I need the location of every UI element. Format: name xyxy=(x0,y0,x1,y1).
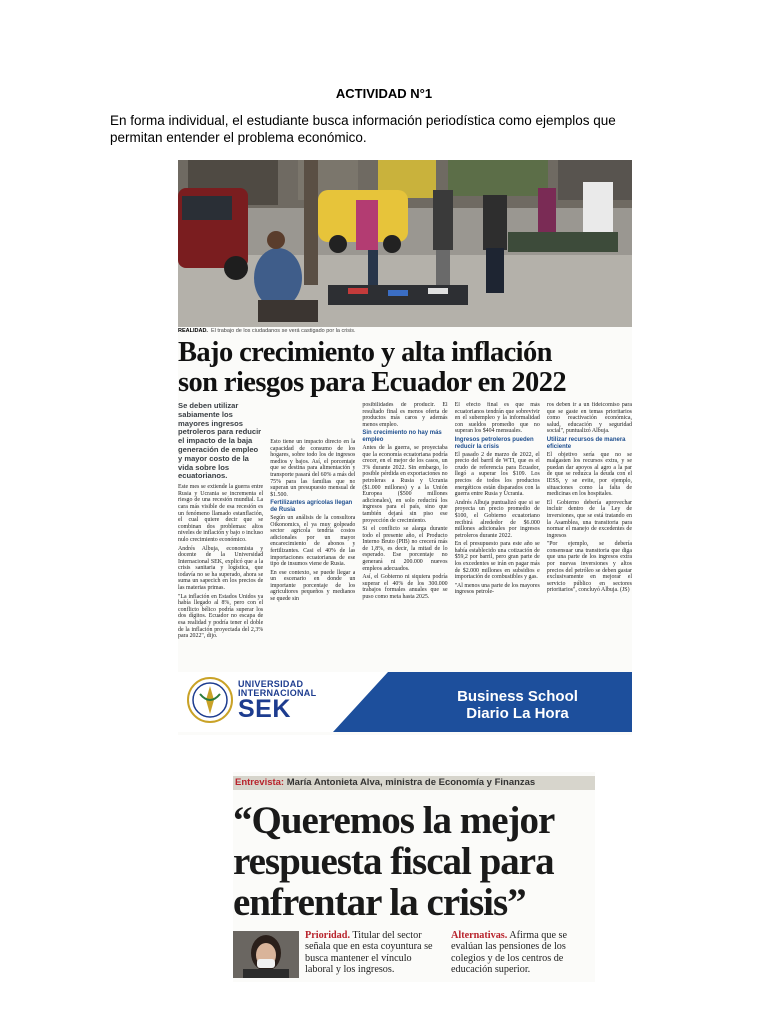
quote-line-1: “Queremos la mejor xyxy=(233,799,555,842)
caption-alternativas xyxy=(451,930,591,976)
minister-portrait xyxy=(233,931,299,978)
sponsor-banner xyxy=(178,672,632,732)
activity-title: ACTIVIDAD N°1 xyxy=(335,86,433,101)
subheading: Utilizar recursos de manera eficiente xyxy=(546,436,626,450)
business-school-label: Business School xyxy=(457,688,578,705)
paragraph: "Al menos una parte de los mayores ingresos petrole- xyxy=(454,582,540,596)
paragraph: Antes de la guerra, se proyectaba que la economía ecuatoriana podría crecer, en el mejor de los casos, un 3% durante 2022. Sin embargo, lo posible pérdida en exportaciones no petroleras a Rusia y Ucrania ($1.000 millones) y a la Unión Europea ($500 millones adicionales), en solo reducirá los ingresos para el país, sino que también dejará sin piso ese proyección de crecimiento. xyxy=(362,444,448,524)
article-column-4 xyxy=(455,402,540,668)
prioridad-text: Titular del sector señala que en esta coyuntura se busca mantener el vínculo laboral y los ingresos. xyxy=(305,930,433,976)
headline-line-2: son riesgos para Ecuador en 2022 xyxy=(178,367,567,398)
article-column-3 xyxy=(362,402,447,668)
article-column-2 xyxy=(270,402,355,668)
subheading: Sin crecimiento no hay más empleo xyxy=(362,430,442,444)
university-name-line-2: INTERNACIONAL xyxy=(238,688,317,698)
interview-tag-label: Entrevista: xyxy=(235,777,285,788)
newspaper-name-label: Diario La Hora xyxy=(466,705,569,722)
article-column-5 xyxy=(547,402,632,668)
paragraph: El Gobierno debería aprovechar incluir dentro de la Ley de inversiones, que se está tratando en la Asamblea, una transitoria para normar el manejo de excedentes de ingresos xyxy=(546,499,632,539)
paragraph: El objetivo sería que no se malgasten los recursos extra, y se puedan dar apoyos al agro a la par de que se reduzca la deuda con el IESS, y se evite, por ejemplo, situaciones como la falta de medicinas en los hospitales. xyxy=(546,451,632,498)
article-column-1 xyxy=(178,402,263,668)
paragraph: Según un análisis de la consultora Oikonomics, el ya muy golpeado sector agrícola tendría costos adicionales por un mayor encarecimiento de abonos y fertilizantes. Casi el 40% de las importaciones ecuatorianas de ese tipo de insumos viene de Rusia. xyxy=(270,514,356,568)
paragraph: Andrés Albuja puntualizó que si se proyecta un precio promedio de $100, el Gobierno ecuatoriano recibirá alrededor de $6.000 millones adicionales por ingresos petroleros durante 2022. xyxy=(454,499,540,539)
paragraph: Esto tiene un impacto directo en la capacidad de consumo de los hogares, sobre todo los de ingresos medios y bajos. Así, el porcentaje que se destina para alimentación y transporte pasará del 60% a más del 75% para las familias que no superan un presupuesto mensual de $1.500. xyxy=(270,439,356,498)
paragraph: Así, el Gobierno ni siquiera podría superar el 40% de los 300.000 trabajos formales anuales que se puso como meta hasta 2025. xyxy=(362,574,448,601)
paragraph: En el presupuesto para este año se había establecido una cotización de $59,2 por barril, pero gran parte de los excedentes se irán en pagar más de $2.000 millones en subsidios e importación de combustibles y gas. xyxy=(454,541,540,581)
alternativas-text: Afirma que se evalúan las pensiones de los colegios y de los centros de educación superior. xyxy=(451,930,568,976)
interview-tag-text: María Antonieta Alva, ministra de Economía y Finanzas xyxy=(286,777,536,788)
paragraph: Este mes se extiende la guerra entre Rusia y Ucrania se incrementa el riesgo de una recesión mundial. La cara más visible de esa recesión es un fenómeno llamado estanflación, el cual quiere decir que se combinan dos problemas: altos niveles de inflación y bajo o incluso nulo crecimiento económico. xyxy=(178,484,264,543)
paragraph: "La inflación en Estados Unidos ya había llegado al 8%, pero con el conflicto bélico podría superar los dos dígitos. Ecuador no escapa de esa realidad y podría tener el doble de la inflación proyectada del 2,3% para 2022", dijo. xyxy=(178,593,264,640)
subheading: Ingresos petroleros pueden reducir la crisis xyxy=(454,436,534,450)
university-name-line-1: UNIVERSIDAD xyxy=(238,679,304,689)
quote-line-2: respuesta fiscal para xyxy=(233,840,554,883)
interview-quote-headline xyxy=(233,800,595,923)
paragraph: En ese contexto, se puede llegar a un escenario en donde un importante porcentaje de los agricultores pequeños y medianos se quede sin xyxy=(270,569,356,603)
headline-line-1: Bajo crecimiento y alta inflación xyxy=(178,337,552,368)
paragraph: El pasado 2 de marzo de 2022, el precio del barril de WTI, que es el crudo de referencia para Ecuador, llegó a superar los $109. Los precios de todos los productos energéticos están disparados con la guerra entre Rusia y Ucrania. xyxy=(454,451,540,498)
newspaper-clipping-1 xyxy=(178,160,632,735)
article-lede: Se deben utilizar sabiamente los mayores ingresos petroleros para reducir el impacto de la baja generación de empleo y mayor costo de la vida sobre los ecuatorianos. xyxy=(178,402,262,481)
alternativas-label: Alternativas. xyxy=(451,930,508,941)
instructions-text: En forma individual, el estudiante busca información periodística como ejemplos que permitan entender el problema económico. xyxy=(110,113,616,145)
caption-prioridad xyxy=(305,930,440,976)
paragraph: El efecto final es que más ecuatorianos tendrán que sobrevivir en el subempleo y la informalidad con sueldos promedio que no superan los $404 mensuales. xyxy=(454,402,540,435)
university-seal-icon xyxy=(186,676,234,724)
street-vendors-photo xyxy=(178,160,632,327)
paragraph: posibilidades de producir. El resultado final es menos oferta de productos más caros y además menos empleo. xyxy=(362,402,448,428)
prioridad-label: Prioridad. xyxy=(305,930,350,941)
interview-tag xyxy=(233,776,595,790)
university-acronym: SEK xyxy=(238,695,291,723)
photo-caption xyxy=(178,328,632,334)
paragraph: "Por ejemplo, se debería consensuar una transitoria que diga que una parte de los ingresos extra por nuevas inversiones y altos precios del petróleo se deben gastar exclusivamente en mejorar el servicio público en sectores prioritarios", concluyó Albuja. (JS) xyxy=(546,541,632,594)
newspaper-clipping-2 xyxy=(233,772,595,982)
paragraph: ros deben ir a un fideicomiso para que se gaste en temas prioritarios como reactivación económica, salud, educación y seguridad social", puntualizó Albuja. xyxy=(546,402,632,435)
article-headline xyxy=(178,338,632,398)
caption-text: El trabajo de los ciudadanos se verá castigado por la crisis. xyxy=(210,328,356,334)
subheading: Fertilizantes agrícolas llegan de Rusia xyxy=(270,500,353,514)
paragraph: Andrés Albuja, economista y docente de la Universidad Internacional SEK, explicó que a la crisis sanitaria y logística, que todavía no se ha superado, ahora se suma un sapecich en los precios de las materias primas. xyxy=(178,545,264,592)
article-body xyxy=(178,402,632,668)
paragraph: Si el conflicto se alarga durante todo el presente año, el Producto Interno Bruto (PIB) no crecerá más de 1,8%, es decir, la mitad de lo esperado. Ese porcentaje no generará ni 200.000 nuevos empleos adecuados. xyxy=(362,526,448,572)
quote-line-3: enfrentar la crisis” xyxy=(233,881,526,924)
caption-label: REALIDAD. xyxy=(178,328,208,334)
